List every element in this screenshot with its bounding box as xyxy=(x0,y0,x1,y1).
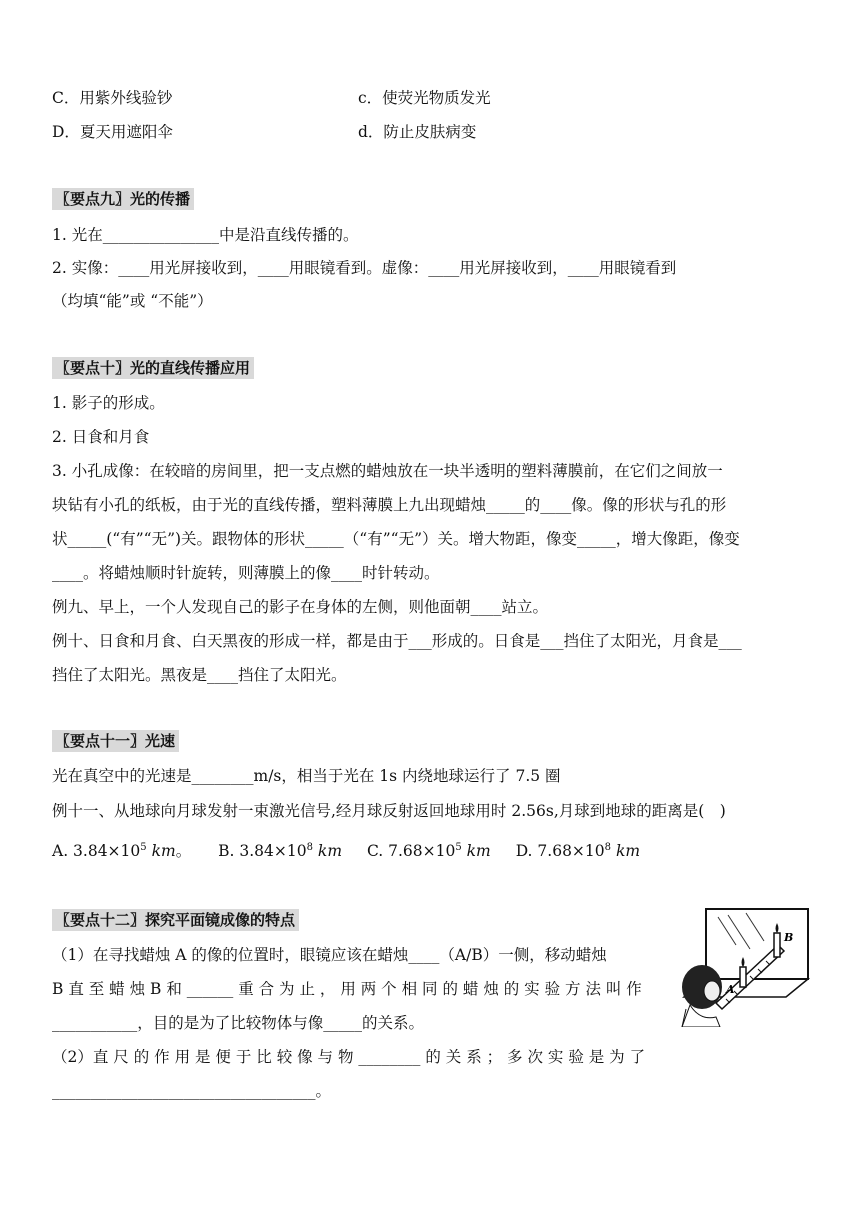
match-left-c: C．用紫外线验钞 xyxy=(52,89,173,107)
example-10-line-1: 例十、日食和月食、白天黑夜的形成一样，都是由于___形成的。日食是___挡住了太阳光，月食是___ xyxy=(52,632,742,650)
option-a: A. $3.84\times 10^5$ km。 xyxy=(52,842,192,861)
section9-line-3: （均填“能”或 “不能”） xyxy=(52,292,213,310)
example-11-options xyxy=(52,838,640,861)
example-10-line-2: 挡住了太阳光。黑夜是____挡住了太阳光。 xyxy=(52,666,347,684)
example-9: 例九、早上，一个人发现自己的影子在身体的左侧，则他面朝____站立。 xyxy=(52,598,549,616)
section10-line-1: 1. 影子的形成。 xyxy=(52,394,165,412)
example-11-question: 例十一、从地球向月球发射一束激光信号,经月球反射返回地球用时 2.56s,月球到地球的距离是( ) xyxy=(52,802,726,820)
section9-line-1: 1. 光在_______________中是沿直线传播的。 xyxy=(52,226,359,244)
option-d: D. $7.68\times 10^8$ km xyxy=(515,842,641,861)
option-c: C. $7.68\times 10^5$ km xyxy=(366,842,491,861)
section12-line-4: （2）直 尺 的 作 用 是 便 于 比 较 像 与 物 ________ 的 关 系 ； 多 次 实 验 是 为 了 xyxy=(52,1048,646,1066)
section9-heading: 〖要点九〗光的传播 xyxy=(52,188,194,210)
section12-line-2: B 直 至 蜡 烛 B 和 ______ 重 合 为 止 ， 用 两 个 相 同 的 蜡 烛 的 实 验 方 法 叫 作 xyxy=(52,980,642,998)
option-b: B. $3.84\times 10^8$ km xyxy=(218,842,343,861)
match-right-c: c．使荧光物质发光 xyxy=(358,89,491,107)
plane-mirror-experiment-figure xyxy=(676,905,810,1027)
section10-line-2: 2. 日食和月食 xyxy=(52,428,150,446)
section11-heading: 〖要点十一〗光速 xyxy=(52,730,179,752)
section12-line-5: __________________________________。 xyxy=(52,1082,332,1100)
section9-line-2: 2. 实像：____用光屏接收到，____用眼镜看到。虚像：____用光屏接收到，____用眼镜看到 xyxy=(52,259,677,277)
section10-line-6: ____。将蜡烛顺时针旋转，则薄膜上的像____时针转动。 xyxy=(52,564,440,582)
figure-label-a: A xyxy=(726,983,735,996)
section10-line-5: 状_____(“有”“无”)关。跟物体的形状_____（“有”“无”）关。增大物距，像变_____，增大像距，像变 xyxy=(52,530,740,548)
section12-line-1: （1）在寻找蜡烛 A 的像的位置时，眼镜应该在蜡烛____（A/B）一侧，移动蜡烛 xyxy=(52,946,607,964)
section12-heading: 〖要点十二〗探究平面镜成像的特点 xyxy=(52,909,299,931)
section12-line-3: ___________，目的是为了比较物体与像_____的关系。 xyxy=(52,1014,425,1032)
section11-line-1: 光在真空中的光速是________m/s，相当于光在 1s 内绕地球运行了 7.5 圈 xyxy=(52,767,561,785)
figure-label-b: B xyxy=(784,931,794,944)
match-right-d: d．防止皮肤病变 xyxy=(358,123,477,141)
match-left-d: D．夏天用遮阳伞 xyxy=(52,123,173,141)
section10-line-3: 3. 小孔成像：在较暗的房间里，把一支点燃的蜡烛放在一块半透明的塑料薄膜前，在它们之间放一 xyxy=(52,462,723,480)
section10-line-4: 块钻有小孔的纸板，由于光的直线传播，塑料薄膜上九出现蜡烛_____的____像。像的形状与孔的形 xyxy=(52,496,727,514)
section10-heading: 〖要点十〗光的直线传播应用 xyxy=(52,357,254,379)
